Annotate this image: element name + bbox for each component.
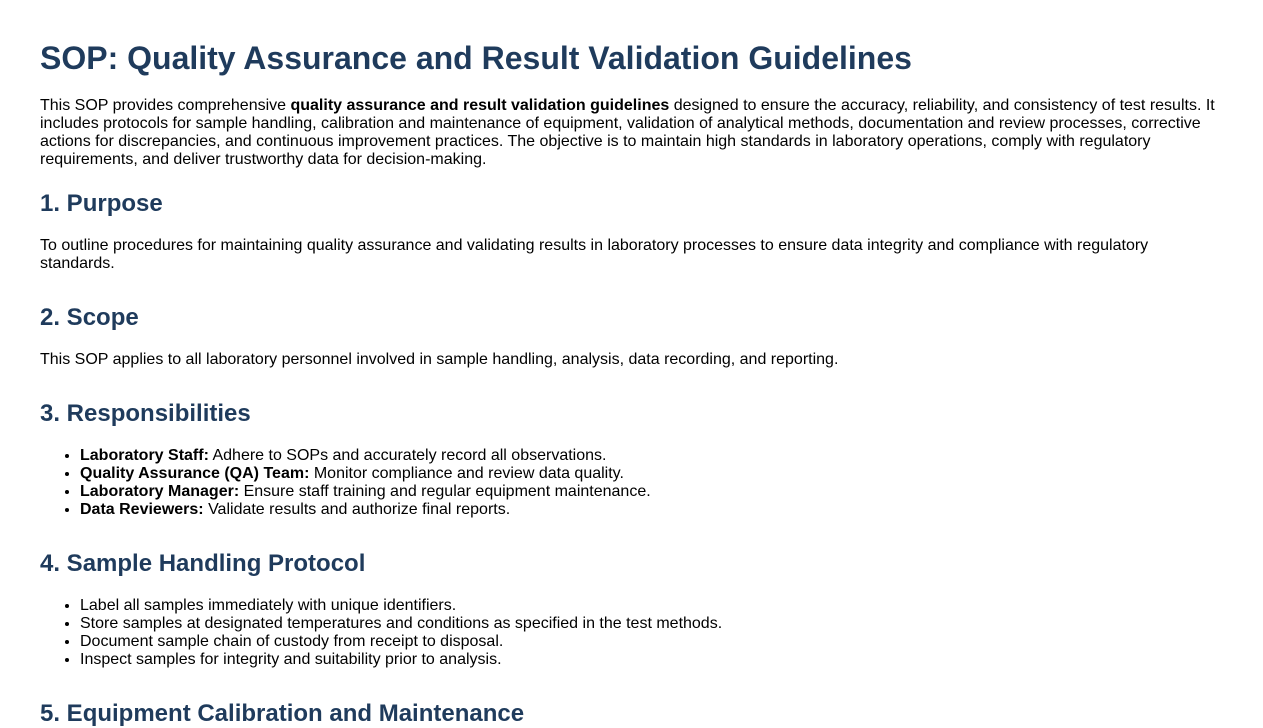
intro-text-start: This SOP provides comprehensive: [40, 97, 291, 114]
section-title-calibration: 5. Equipment Calibration and Maintenance: [40, 700, 525, 727]
role-label: Laboratory Manager:: [80, 483, 240, 500]
responsibilities-list: [40, 447, 1223, 519]
scope-text: This SOP applies to all laboratory personnel involved in sample handling, analysis, data recording, and reporting.: [40, 351, 839, 368]
list-item: [80, 483, 1223, 501]
list-item: [80, 447, 1223, 465]
role-description: Monitor compliance and review data quality.: [309, 465, 624, 482]
page-title: SOP: Quality Assurance and Result Validation Guidelines: [40, 40, 912, 76]
purpose-text: To outline procedures for maintaining quality assurance and validating results in laboratory processes to ensure data integrity and compliance with regulatory standards.: [40, 237, 1149, 272]
list-item: • Store samples at designated temperatures and conditions as specified in the test methods.: [80, 615, 1223, 633]
sample-handling-list: [40, 597, 1223, 669]
role-label: Quality Assurance (QA) Team:: [80, 465, 310, 482]
role-label: Data Reviewers:: [80, 501, 204, 518]
list-item: • Document sample chain of custody from receipt to disposal.: [80, 633, 1223, 651]
role-label: Laboratory Staff:: [80, 447, 209, 464]
role-description: Ensure staff training and regular equipment maintenance.: [239, 483, 651, 500]
intro-paragraph: [40, 97, 1223, 169]
role-description: Adhere to SOPs and accurately record all observations.: [208, 447, 607, 464]
section-title-responsibilities: 3. Responsibilities: [40, 400, 251, 427]
list-item: • Inspect samples for integrity and suitability prior to analysis.: [80, 651, 1223, 669]
section-title-sample-handling: 4. Sample Handling Protocol: [40, 550, 366, 577]
list-item: [80, 501, 1223, 519]
intro-emphasis: quality assurance and result validation guidelines: [290, 97, 670, 114]
list-item: [80, 465, 1223, 483]
role-description: Validate results and authorize final reports.: [203, 501, 511, 518]
section-title-scope: 2. Scope: [40, 304, 139, 331]
list-item: • Label all samples immediately with unique identifiers.: [80, 597, 1223, 615]
intro-text-end: designed to ensure the accuracy, reliability, and consistency of test results. It includes protocols for sample handling, calibration and maintenance of equipment, validation of analytical methods, documentation and review processes, corrective actions for discrepancies, and continuous improvement practices. The objective is to maintain high standards in laboratory operations, comply with regulatory requirements, and deliver trustworthy data for decision-making.: [40, 97, 1215, 168]
section-title-purpose: 1. Purpose: [40, 190, 163, 217]
